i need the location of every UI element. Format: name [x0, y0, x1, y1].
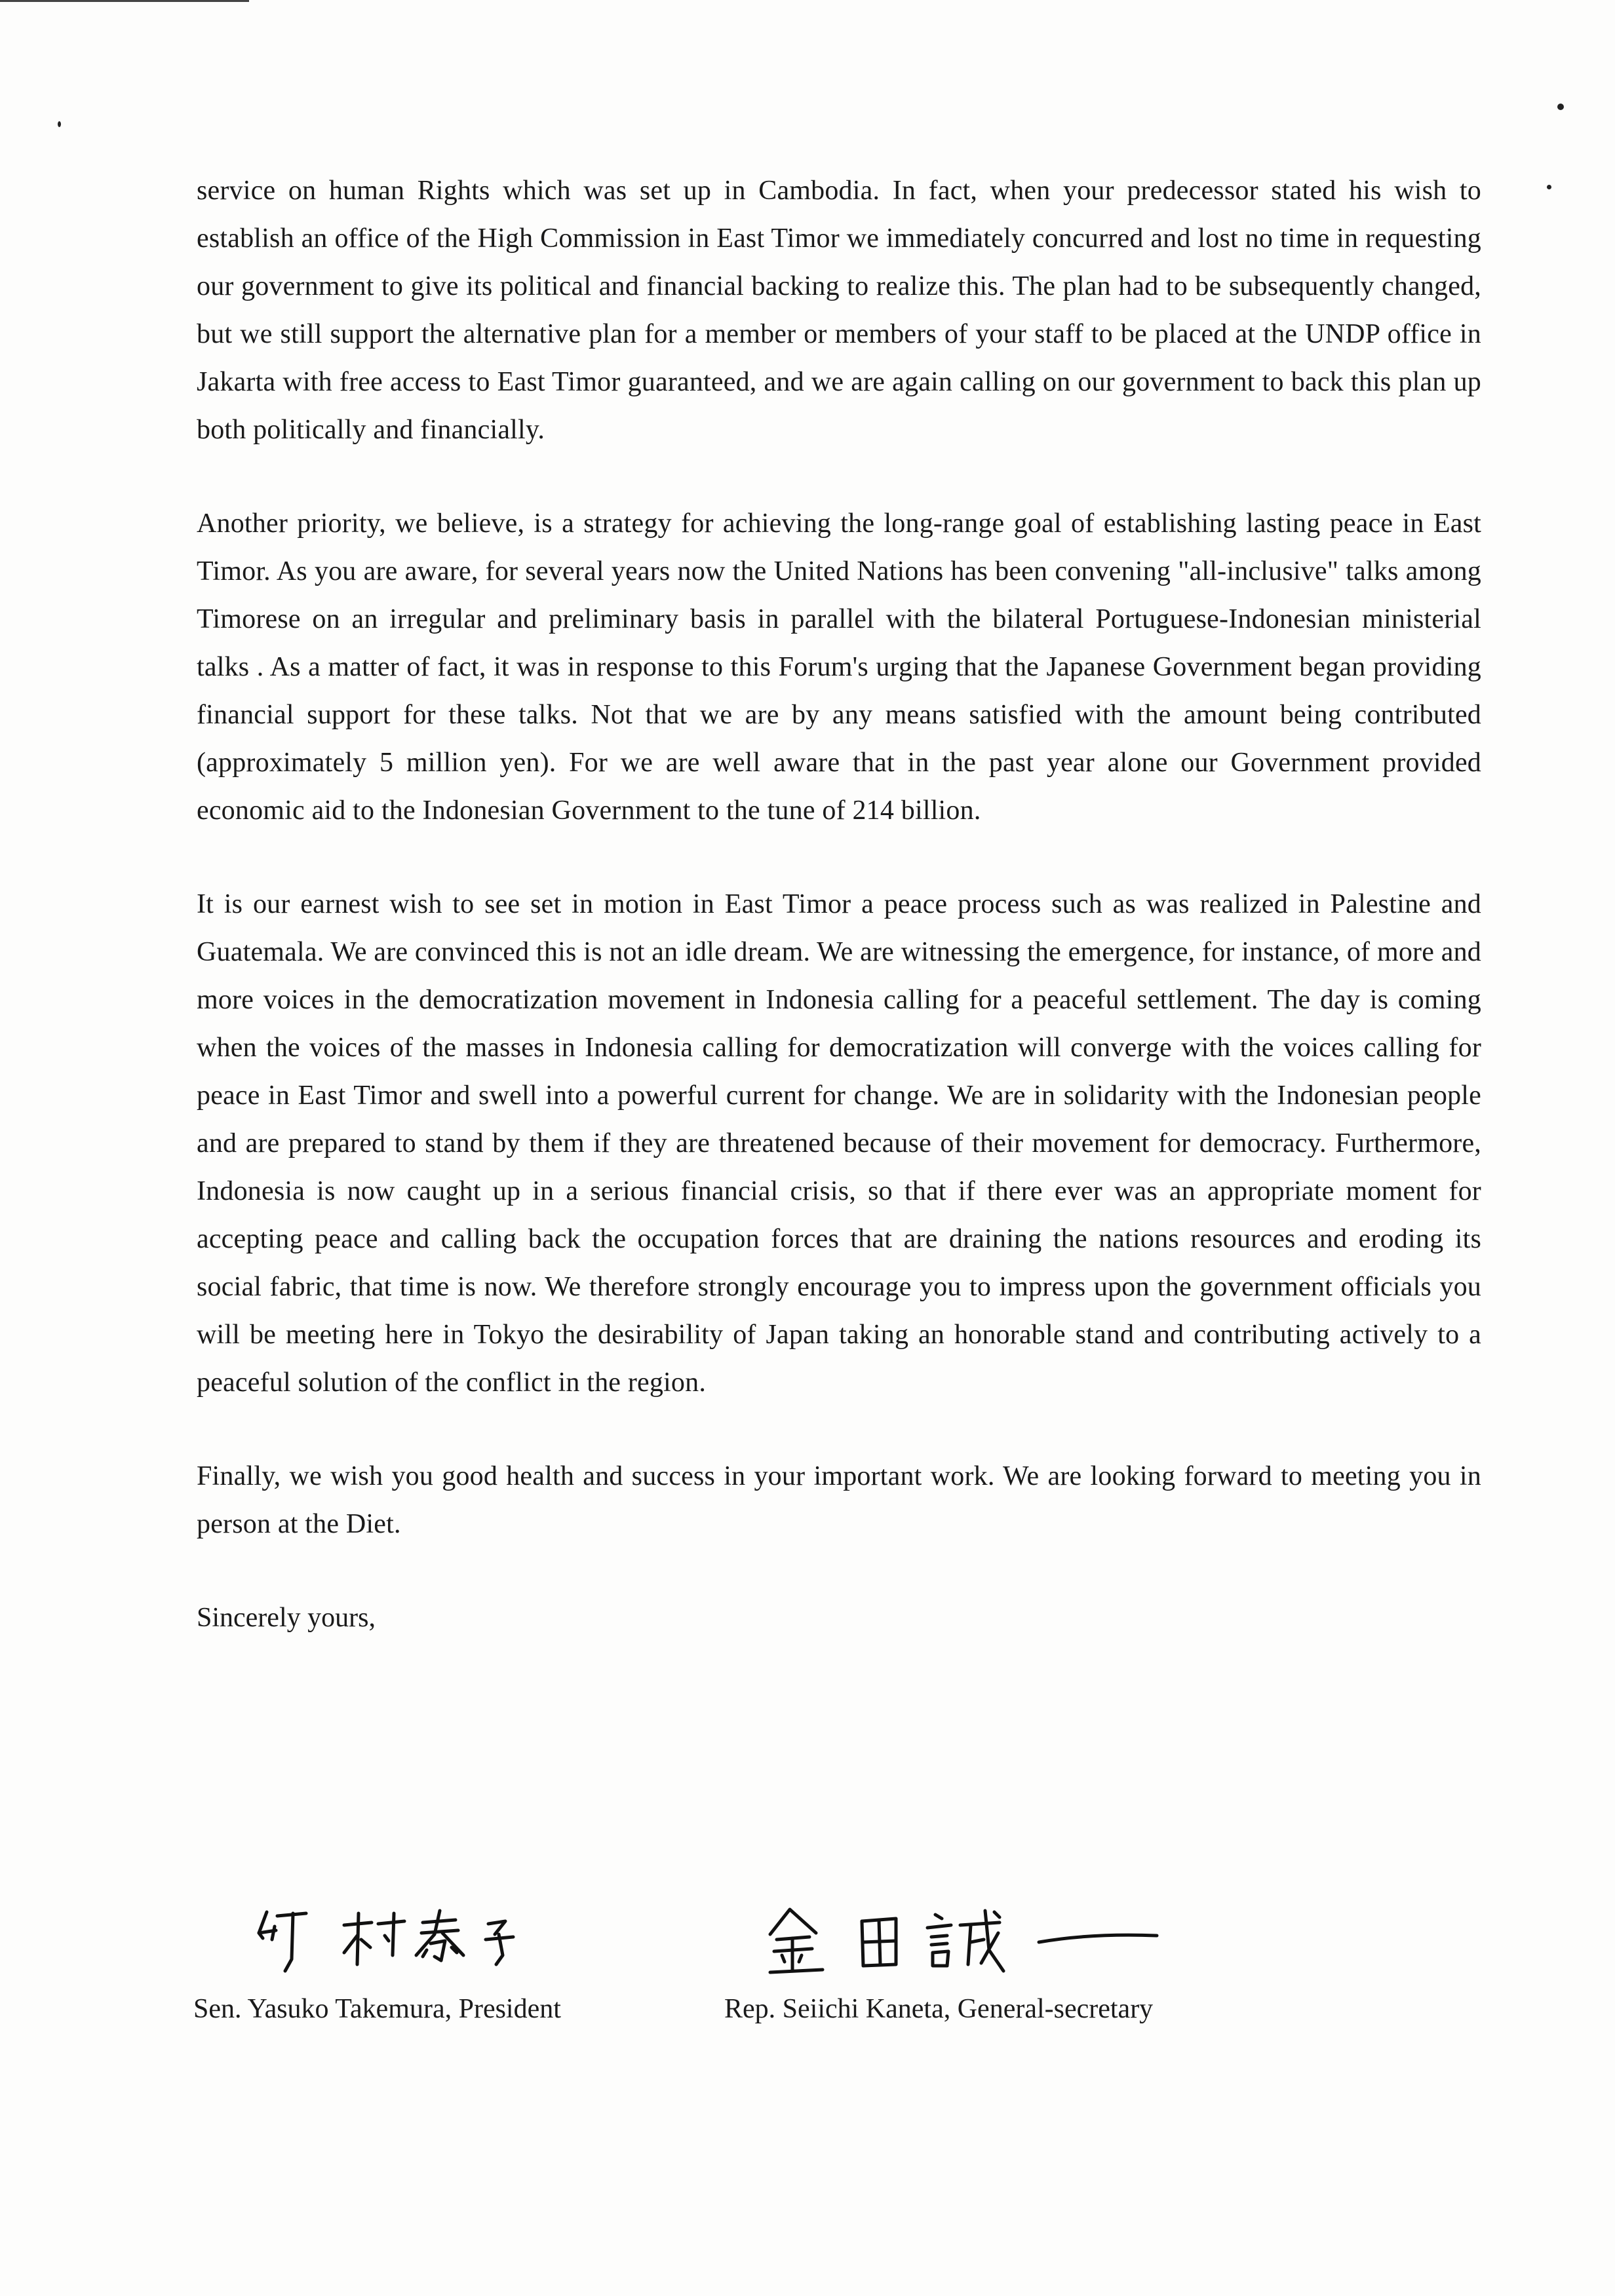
signature-block-secretary	[724, 1887, 1262, 2029]
paragraph-3: It is our earnest wish to see set in motion in East Timor a peace process such as was realized in Palestine and Guatemala. We are convinced this is not an idle dream. We are witnessing the emergence, for instance, of more and more voices in the democratization movement in Indonesia calling for a peaceful settlement. The day is coming when the voices of the masses in Indonesia calling for democratization will converge with the voices calling for peace in East Timor and swell into a powerful current for change. We are in solidarity with the Indonesian people and are prepared to stand by them if they are threatened because of their movement for democracy. Furthermore, Indonesia is now caught up in a serious financial crisis, so that if there ever was an appropriate moment for accepting peace and calling back the occupation forces that are draining the nations resources and eroding its social fabric, that time is now. We therefore strongly encourage you to impress upon the government officials you will be meeting here in Tokyo the desirability of Japan taking an honorable stand and contributing actively to a peaceful solution of the conflict in the region.	[197, 889, 1481, 1398]
closing-salutation: Sincerely yours,	[197, 1603, 376, 1633]
scan-edge-line	[0, 0, 249, 2]
signature-takemura-text: 竹村泰子	[193, 1887, 196, 1888]
signatory-name-secretary: Rep. Seiichi Kaneta, General-secretary	[724, 1994, 1154, 2024]
scan-speck	[1547, 185, 1551, 189]
letter-body	[197, 167, 1481, 1642]
scan-speck	[58, 121, 61, 127]
scan-speck	[1557, 104, 1564, 110]
paragraph-2: Another priority, we believe, is a strategy for achieving the long-range goal of establishing lasting peace in East Timor. As you are aware, for several years now the United Nations has been convening "all-inclusive" talks among Timorese on an irregular and preliminary basis in parallel with the bilateral Portuguese-Indonesian ministerial talks . As a matter of fact, it was in response to this Forum's urging that the Japanese Government began providing financial support for these talks. Not that we are by any means satisfied with the amount being contributed (approximately 5 million yen). For we are well aware that in the past year alone our Government provided economic aid to the Indonesian Government to the tune of 214 billion.	[197, 508, 1481, 826]
signature-block-president	[193, 1887, 665, 2029]
signature-kaneta	[724, 1887, 1183, 1985]
paragraph-1: service on human Rights which was set up in Cambodia. In fact, when your predecessor stated his wish to establish an office of the High Commission in East Timor we immediately concurred and lost no time in requesting our government to give its political and financial backing to realize this. The plan had to be subsequently changed, but we still support the alternative plan for a member or members of your staff to be placed at the UNDP office in Jakarta with free access to East Timor guaranteed, and we are again calling on our government to back this plan up both politically and financially.	[197, 176, 1481, 445]
signature-kaneta-text: 金田誠一	[724, 1887, 727, 1888]
signature-takemura	[193, 1887, 560, 1985]
signatory-name-president: Sen. Yasuko Takemura, President	[193, 1994, 561, 2024]
paragraph-4: Finally, we wish you good health and success in your important work. We are looking forward to meeting you in person at the Diet.	[197, 1461, 1481, 1539]
